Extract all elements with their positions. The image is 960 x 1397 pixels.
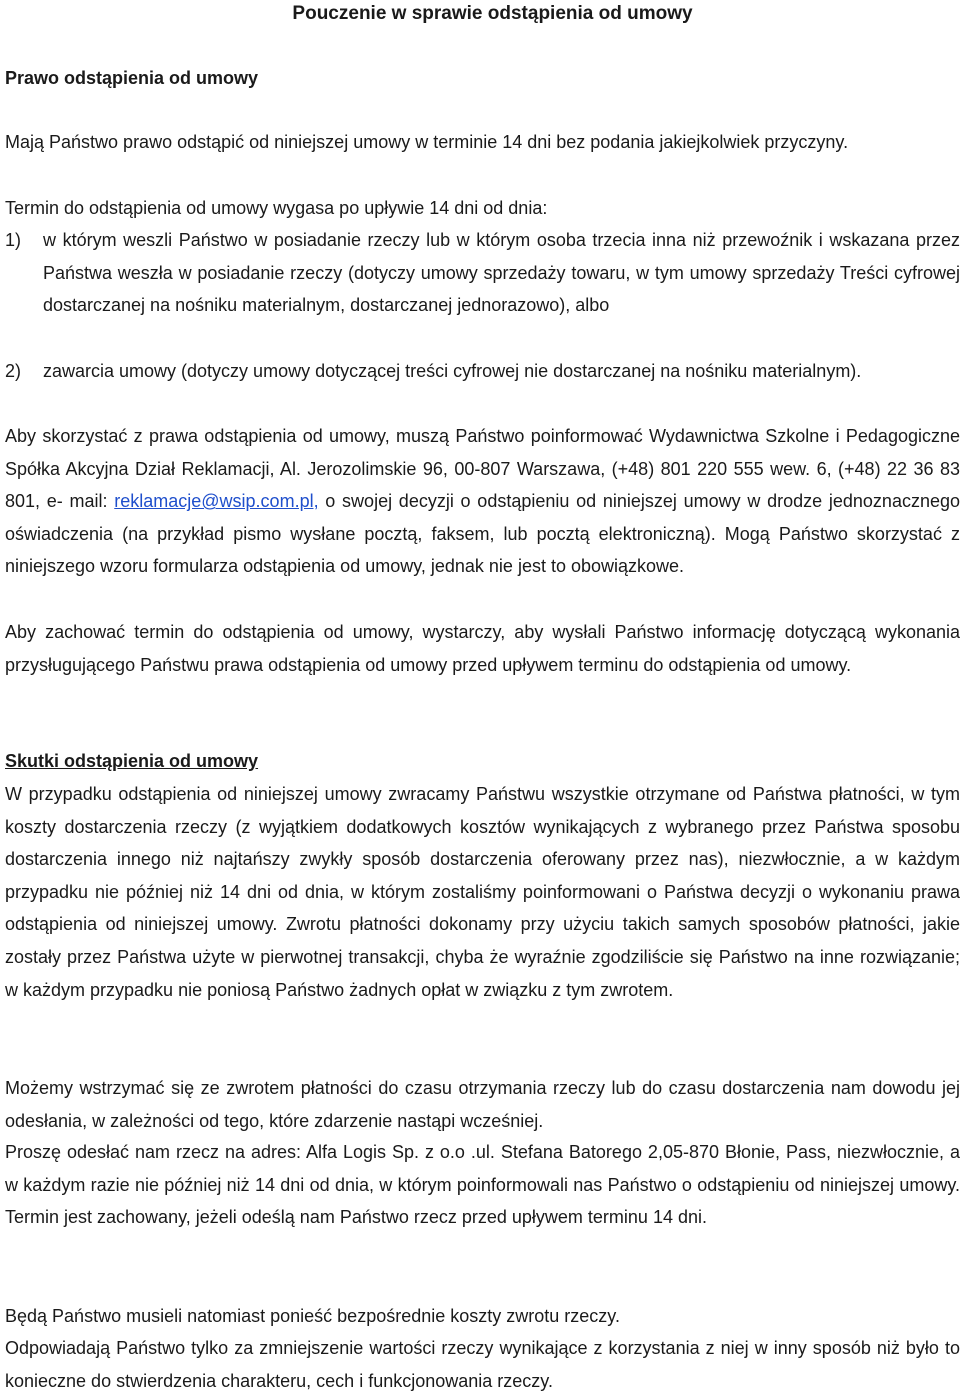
paragraph-term: Termin do odstąpienia od umowy wygasa po upływie 14 dni od dnia: xyxy=(5,198,548,218)
section-heading-effects: Skutki odstąpienia od umowy xyxy=(5,751,259,771)
list-item-text: w którym weszli Państwo w posiadanie rzeczy lub w którym osoba trzecia inna niż przewoźnik i wskazana przez Państwa weszła w posiadanie rzeczy (dotyczy umowy sprzedaży towaru, w tym umowy sprzedaży Treści cyfrowej dostarczanej na nośniku materialnym, dostarczanej jednorazowo), albo xyxy=(43,230,960,316)
page-title: Pouczenie w sprawie odstąpienia od umowy xyxy=(292,3,693,24)
list-number: 1) xyxy=(5,230,22,250)
paragraph-withhold: Możemy wstrzymać się ze zwrotem płatności do czasu otrzymania rzeczy lub do czasu dostarczenia nam dowodu jej odesłania, w zależności od tego, które zdarzenie nastąpi wcześniej. xyxy=(5,1078,960,1131)
list-item-1 xyxy=(5,224,960,322)
contact-text-before: Aby skorzystać z prawa odstąpienia od umowy, muszą Państwo poinformować Wydawnictwa Szkolne i Pedagogiczne Spółka Akcyjna Dział Reklamacji, Al. Jerozolimskie 96, 00-807 Warszawa, (+48) 801 220 555 wew. 6, (+48) 22 36 83 801, e- mail: xyxy=(5,426,960,512)
section-heading-right-of-withdrawal: Prawo odstąpienia od umowy xyxy=(5,68,259,88)
list-item-text: zawarcia umowy (dotyczy umowy dotyczącej treści cyfrowej nie dostarczanej na nośniku materialnym). xyxy=(43,361,862,381)
paragraph-contact xyxy=(5,420,960,583)
paragraph-deadline: Aby zachować termin do odstąpienia od umowy, wystarczy, aby wysłali Państwo informację dotyczącą wykonania przysługującego Państwu prawa odstąpienia od umowy przed upływem terminu do odstąpienia od umowy. xyxy=(5,622,960,675)
contact-text-after: o swojej decyzji o odstąpieniu od niniejszej umowy w drodze jednoznacznego oświadczenia (na przykład pismo wysłane pocztą, faksem, lub pocztą elektroniczną). Mogą Państwo skorzystać z niniejszego wzoru formularza odstąpienia od umowy, jednak nie jest to obowiązkowe. xyxy=(5,491,960,577)
email-link[interactable]: reklamacje@wsip.com.pl, xyxy=(114,491,319,512)
list-number: 2) xyxy=(5,361,22,381)
paragraph-return-costs: Będą Państwo musieli natomiast ponieść bezpośrednie koszty zwrotu rzeczy. xyxy=(5,1306,620,1326)
paragraph-return-address: Proszę odesłać nam rzecz na adres: Alfa Logis Sp. z o.o .ul. Stefana Batorego 2,05-870 Błonie, Pass, niezwłocznie, a w każdym razie nie później niż 14 dni od dnia, w którym poinformowali nas Państwo o odstąpieniu od niniejszej umowy. Termin jest zachowany, jeżeli odeślą nam Państwo rzecz przed upływem terminu 14 dni. xyxy=(5,1142,960,1228)
paragraph-refund: W przypadku odstąpienia od niniejszej umowy zwracamy Państwu wszystkie otrzymane od Państwa płatności, w tym koszty dostarczenia rzeczy (z wyjątkiem dodatkowych kosztów wynikających z wybranego przez Państwa sposobu dostarczenia innego niż najtańszy zwykły sposób dostarczenia oferowany przez nas), niezwłocznie, a w każdym przypadku nie później niż 14 dni od dnia, w którym zostaliśmy poinformowani o Państwa decyzji o wykonaniu prawa odstąpienia od niniejszej umowy. Zwrotu płatności dokonamy przy użyciu takich samych sposobów płatności, jakie zostały przez Państwa użyte w pierwotnej transakcji, chyba że wyraźnie zgodziliście się Państwo na inne rozwiązanie; w każdym przypadku nie poniosą Państwo żadnych opłat w związku z tym zwrotem. xyxy=(5,784,960,1000)
paragraph-intro: Mają Państwo prawo odstąpić od niniejszej umowy w terminie 14 dni bez podania jakiejkolwiek przyczyny. xyxy=(5,132,849,152)
paragraph-liability: Odpowiadają Państwo tylko za zmniejszenie wartości rzeczy wynikające z korzystania z niej w inny sposób niż było to konieczne do stwierdzenia charakteru, cech i funkcjonowania rzeczy. xyxy=(5,1338,960,1391)
list-item-2 xyxy=(5,355,960,388)
